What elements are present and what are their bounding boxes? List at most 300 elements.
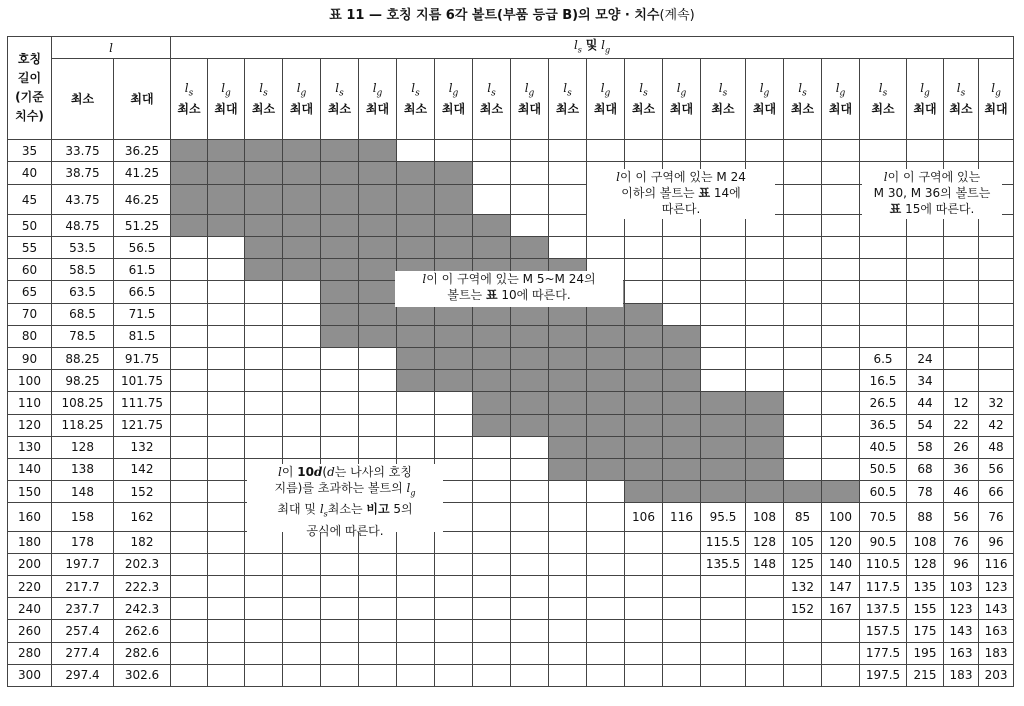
note-m24: l이 이 구역에 있는 M 24 이하의 볼트는 표 14에 따른다. xyxy=(587,169,775,219)
cell-value xyxy=(860,140,907,162)
cell-shaded xyxy=(587,347,625,369)
cell-value xyxy=(701,303,746,325)
cell-value xyxy=(435,598,473,620)
cell-nominal: 90 xyxy=(8,347,52,369)
table-row xyxy=(8,481,1014,503)
header-lg-max-3: $l_g$ 최대 xyxy=(359,59,397,140)
cell-value xyxy=(321,576,359,598)
header-ls-min-4: $l_s$ 최소 xyxy=(397,59,435,140)
cell-value xyxy=(171,503,208,532)
table-row xyxy=(8,553,1014,575)
cell-value: 135.5 xyxy=(701,553,746,575)
cell-max: 81.5 xyxy=(114,325,171,347)
cell-value xyxy=(208,347,245,369)
cell-value xyxy=(784,370,822,392)
cell-value xyxy=(944,347,979,369)
cell-nominal: 110 xyxy=(8,392,52,414)
cell-shaded xyxy=(549,414,587,436)
cell-value: 36 xyxy=(944,458,979,480)
cell-value xyxy=(208,503,245,532)
cell-value xyxy=(663,664,701,686)
cell-value: 16.5 xyxy=(860,370,907,392)
cell-value xyxy=(171,259,208,281)
cell-min: 68.5 xyxy=(52,303,114,325)
cell-nominal: 300 xyxy=(8,664,52,686)
cell-value xyxy=(283,620,321,642)
table-row xyxy=(8,436,1014,458)
cell-max: 162 xyxy=(114,503,171,532)
table-row xyxy=(8,414,1014,436)
cell-min: 277.4 xyxy=(52,642,114,664)
header-lg-max-11: $l_g$ 최대 xyxy=(979,59,1014,140)
cell-value: 116 xyxy=(663,503,701,532)
cell-nominal: 130 xyxy=(8,436,52,458)
cell-max: 152 xyxy=(114,481,171,503)
cell-value xyxy=(663,642,701,664)
cell-max: 132 xyxy=(114,436,171,458)
cell-value xyxy=(979,281,1014,303)
cell-value xyxy=(746,347,784,369)
cell-shaded xyxy=(435,162,473,185)
header-lg-max-7: $l_g$ 최대 xyxy=(663,59,701,140)
cell-value: 163 xyxy=(979,620,1014,642)
cell-value xyxy=(171,598,208,620)
cell-value xyxy=(473,620,511,642)
cell-shaded xyxy=(245,214,283,236)
cell-nominal: 240 xyxy=(8,598,52,620)
cell-shaded xyxy=(321,303,359,325)
cell-shaded xyxy=(511,237,549,259)
cell-value xyxy=(549,237,587,259)
cell-shaded xyxy=(321,185,359,215)
header-lg-max-9: $l_g$ 최대 xyxy=(822,59,860,140)
cell-value xyxy=(549,642,587,664)
cell-shaded xyxy=(625,436,663,458)
cell-value xyxy=(397,664,435,686)
cell-nominal: 35 xyxy=(8,140,52,162)
cell-nominal: 160 xyxy=(8,503,52,532)
cell-value xyxy=(283,576,321,598)
cell-value xyxy=(171,531,208,553)
cell-value: 183 xyxy=(944,664,979,686)
cell-value xyxy=(587,481,625,503)
cell-shaded xyxy=(701,481,746,503)
cell-value xyxy=(822,436,860,458)
cell-value: 40.5 xyxy=(860,436,907,458)
cell-value xyxy=(979,347,1014,369)
cell-max: 56.5 xyxy=(114,237,171,259)
cell-nominal: 40 xyxy=(8,162,52,185)
cell-value: 135 xyxy=(907,576,944,598)
cell-value: 96 xyxy=(944,553,979,575)
header-lg-max-2: $l_g$ 최대 xyxy=(283,59,321,140)
cell-value xyxy=(549,185,587,215)
cell-value xyxy=(283,325,321,347)
cell-value: 100 xyxy=(822,503,860,532)
cell-shaded xyxy=(746,392,784,414)
cell-value xyxy=(511,503,549,532)
cell-value xyxy=(625,281,663,303)
cell-shaded xyxy=(171,185,208,215)
cell-value xyxy=(283,392,321,414)
cell-value xyxy=(283,436,321,458)
cell-nominal: 65 xyxy=(8,281,52,303)
cell-value xyxy=(283,303,321,325)
cell-value xyxy=(171,325,208,347)
cell-value xyxy=(171,620,208,642)
cell-shaded xyxy=(625,347,663,369)
cell-max: 111.75 xyxy=(114,392,171,414)
cell-shaded xyxy=(397,237,435,259)
cell-value: 157.5 xyxy=(860,620,907,642)
cell-min: 98.25 xyxy=(52,370,114,392)
cell-shaded xyxy=(283,185,321,215)
cell-value: 123 xyxy=(944,598,979,620)
cell-shaded xyxy=(435,325,473,347)
cell-shaded xyxy=(549,370,587,392)
cell-value xyxy=(784,347,822,369)
cell-value xyxy=(359,370,397,392)
cell-value: 116 xyxy=(979,553,1014,575)
cell-value xyxy=(822,458,860,480)
cell-shaded xyxy=(321,162,359,185)
header-lg-max-4: $l_g$ 최대 xyxy=(435,59,473,140)
cell-value: 46 xyxy=(944,481,979,503)
header-ls-min-2: $l_s$ 최소 xyxy=(245,59,283,140)
cell-shaded xyxy=(359,162,397,185)
cell-nominal: 180 xyxy=(8,531,52,553)
cell-shaded xyxy=(587,392,625,414)
cell-value xyxy=(944,140,979,162)
cell-shaded xyxy=(397,162,435,185)
cell-value: 24 xyxy=(907,347,944,369)
table-row xyxy=(8,531,1014,553)
cell-shaded xyxy=(746,458,784,480)
cell-value xyxy=(625,237,663,259)
cell-value xyxy=(473,664,511,686)
cell-value xyxy=(663,281,701,303)
cell-shaded xyxy=(473,325,511,347)
cell-nominal: 280 xyxy=(8,642,52,664)
cell-value: 108 xyxy=(746,503,784,532)
cell-value: 137.5 xyxy=(860,598,907,620)
cell-value: 183 xyxy=(979,642,1014,664)
cell-value xyxy=(171,347,208,369)
cell-shaded xyxy=(822,481,860,503)
header-min: 최소 xyxy=(52,59,114,140)
cell-value xyxy=(511,481,549,503)
header-ls-min-5: $l_s$ 최소 xyxy=(473,59,511,140)
cell-shaded xyxy=(663,458,701,480)
cell-value xyxy=(245,664,283,686)
cell-value xyxy=(860,281,907,303)
cell-max: 41.25 xyxy=(114,162,171,185)
cell-shaded xyxy=(701,414,746,436)
note-10d: l이 10d(d는 나사의 호칭 지름)를 초과하는 볼트의 $l_g$ 최대 및 $l_s$최소는 비고 5의 공식에 따른다. xyxy=(247,464,443,532)
cell-max: 262.6 xyxy=(114,620,171,642)
cell-value xyxy=(473,576,511,598)
cell-value xyxy=(701,259,746,281)
cell-shaded xyxy=(663,370,701,392)
cell-shaded xyxy=(587,370,625,392)
cell-value xyxy=(907,259,944,281)
cell-value xyxy=(435,553,473,575)
cell-shaded xyxy=(701,458,746,480)
cell-value xyxy=(171,281,208,303)
cell-shaded xyxy=(587,436,625,458)
cell-shaded xyxy=(359,303,397,325)
cell-value xyxy=(701,370,746,392)
cell-shaded xyxy=(663,392,701,414)
cell-max: 222.3 xyxy=(114,576,171,598)
cell-min: 297.4 xyxy=(52,664,114,686)
header-ls-min-9: $l_s$ 최소 xyxy=(784,59,822,140)
cell-shaded xyxy=(746,414,784,436)
cell-value xyxy=(784,458,822,480)
cell-shaded xyxy=(549,347,587,369)
cell-shaded xyxy=(663,436,701,458)
cell-min: 257.4 xyxy=(52,620,114,642)
table-title-main: 표 11 — 호칭 지름 6각 볼트(부품 등급 B)의 모양 · 치수 xyxy=(329,8,660,23)
cell-value xyxy=(663,303,701,325)
cell-value xyxy=(663,531,701,553)
cell-value xyxy=(746,642,784,664)
cell-max: 46.25 xyxy=(114,185,171,215)
cell-value xyxy=(435,436,473,458)
cell-value xyxy=(587,237,625,259)
cell-min: 118.25 xyxy=(52,414,114,436)
cell-value xyxy=(625,576,663,598)
cell-value: 70.5 xyxy=(860,503,907,532)
cell-value xyxy=(701,237,746,259)
cell-shaded xyxy=(663,414,701,436)
table-row xyxy=(8,140,1014,162)
cell-value xyxy=(435,414,473,436)
cell-value xyxy=(979,140,1014,162)
cell-value xyxy=(473,185,511,215)
cell-value xyxy=(511,436,549,458)
cell-value xyxy=(549,664,587,686)
cell-value xyxy=(944,259,979,281)
cell-value xyxy=(208,392,245,414)
cell-nominal: 80 xyxy=(8,325,52,347)
cell-value: 48 xyxy=(979,436,1014,458)
cell-value xyxy=(701,281,746,303)
cell-value xyxy=(473,140,511,162)
cell-shaded xyxy=(359,140,397,162)
cell-value xyxy=(511,576,549,598)
cell-max: 282.6 xyxy=(114,642,171,664)
cell-value xyxy=(208,436,245,458)
cell-value xyxy=(397,598,435,620)
cell-shaded xyxy=(473,237,511,259)
cell-value xyxy=(701,620,746,642)
cell-value xyxy=(511,140,549,162)
cell-value xyxy=(822,214,860,236)
cell-value xyxy=(549,531,587,553)
cell-value xyxy=(822,162,860,185)
cell-value xyxy=(283,347,321,369)
cell-value: 163 xyxy=(944,642,979,664)
cell-value: 117.5 xyxy=(860,576,907,598)
cell-value xyxy=(359,347,397,369)
cell-value xyxy=(435,531,473,553)
cell-min: 33.75 xyxy=(52,140,114,162)
table-row xyxy=(8,237,1014,259)
note-m5-m24: l이 이 구역에 있는 M 5~M 24의 볼트는 표 10에 따른다. xyxy=(395,271,623,307)
cell-value xyxy=(860,259,907,281)
cell-value: 54 xyxy=(907,414,944,436)
cell-value xyxy=(208,259,245,281)
header-ls-min-10: $l_s$ 최소 xyxy=(860,59,907,140)
cell-shaded xyxy=(359,259,397,281)
cell-value xyxy=(625,140,663,162)
cell-value xyxy=(245,370,283,392)
cell-value xyxy=(171,414,208,436)
header-ls-min-7: $l_s$ 최소 xyxy=(625,59,663,140)
cell-value: 108 xyxy=(907,531,944,553)
cell-max: 302.6 xyxy=(114,664,171,686)
cell-value xyxy=(746,576,784,598)
cell-value xyxy=(663,598,701,620)
cell-value xyxy=(979,370,1014,392)
cell-nominal: 50 xyxy=(8,214,52,236)
cell-value xyxy=(944,281,979,303)
cell-value xyxy=(473,553,511,575)
cell-shaded xyxy=(549,436,587,458)
cell-value xyxy=(784,325,822,347)
cell-value: 143 xyxy=(979,598,1014,620)
cell-nominal: 260 xyxy=(8,620,52,642)
cell-value xyxy=(397,392,435,414)
cell-value xyxy=(663,237,701,259)
cell-value xyxy=(171,392,208,414)
cell-nominal: 200 xyxy=(8,553,52,575)
cell-value xyxy=(321,664,359,686)
cell-value xyxy=(784,281,822,303)
cell-shaded xyxy=(435,237,473,259)
cell-value xyxy=(663,553,701,575)
cell-value xyxy=(511,162,549,185)
dimension-table xyxy=(7,36,1014,687)
cell-max: 121.75 xyxy=(114,414,171,436)
cell-value: 88 xyxy=(907,503,944,532)
cell-value xyxy=(245,303,283,325)
cell-value xyxy=(359,620,397,642)
cell-value xyxy=(860,325,907,347)
cell-min: 108.25 xyxy=(52,392,114,414)
cell-shaded xyxy=(473,214,511,236)
cell-shaded xyxy=(397,325,435,347)
cell-value xyxy=(625,598,663,620)
table-row xyxy=(8,325,1014,347)
cell-value xyxy=(208,642,245,664)
cell-shaded xyxy=(321,140,359,162)
cell-value xyxy=(979,303,1014,325)
cell-value xyxy=(321,436,359,458)
cell-value: 50.5 xyxy=(860,458,907,480)
cell-value xyxy=(944,370,979,392)
cell-value: 12 xyxy=(944,392,979,414)
cell-shaded xyxy=(171,162,208,185)
cell-value xyxy=(746,598,784,620)
cell-shaded xyxy=(587,458,625,480)
cell-shaded xyxy=(359,325,397,347)
cell-value: 58 xyxy=(907,436,944,458)
cell-shaded xyxy=(549,325,587,347)
cell-shaded xyxy=(435,214,473,236)
cell-value xyxy=(208,370,245,392)
cell-value xyxy=(245,553,283,575)
cell-value xyxy=(822,347,860,369)
cell-value xyxy=(907,237,944,259)
table-title xyxy=(0,6,1024,26)
cell-value xyxy=(784,392,822,414)
cell-shaded xyxy=(397,185,435,215)
cell-value xyxy=(283,281,321,303)
cell-value xyxy=(245,436,283,458)
cell-shaded xyxy=(587,325,625,347)
cell-shaded xyxy=(625,458,663,480)
cell-value xyxy=(321,392,359,414)
cell-value xyxy=(171,370,208,392)
cell-value xyxy=(549,503,587,532)
cell-value xyxy=(283,664,321,686)
cell-min: 148 xyxy=(52,481,114,503)
cell-value xyxy=(701,347,746,369)
cell-shaded xyxy=(245,162,283,185)
cell-value: 215 xyxy=(907,664,944,686)
cell-value xyxy=(435,642,473,664)
cell-value xyxy=(321,598,359,620)
cell-value xyxy=(511,553,549,575)
cell-value xyxy=(784,140,822,162)
cell-value xyxy=(397,553,435,575)
cell-max: 61.5 xyxy=(114,259,171,281)
cell-value xyxy=(587,531,625,553)
cell-value xyxy=(208,281,245,303)
cell-value xyxy=(245,325,283,347)
cell-min: 43.75 xyxy=(52,185,114,215)
cell-value xyxy=(907,303,944,325)
cell-value: 103 xyxy=(944,576,979,598)
cell-value xyxy=(625,620,663,642)
cell-nominal: 55 xyxy=(8,237,52,259)
cell-value: 34 xyxy=(907,370,944,392)
cell-value xyxy=(746,620,784,642)
cell-value xyxy=(359,598,397,620)
cell-value xyxy=(397,436,435,458)
cell-value xyxy=(822,392,860,414)
cell-min: 48.75 xyxy=(52,214,114,236)
cell-shaded xyxy=(171,140,208,162)
cell-shaded xyxy=(549,392,587,414)
cell-value xyxy=(473,458,511,480)
table-row xyxy=(8,392,1014,414)
cell-value xyxy=(245,598,283,620)
cell-shaded xyxy=(359,185,397,215)
cell-value: 26.5 xyxy=(860,392,907,414)
cell-shaded xyxy=(625,325,663,347)
cell-value xyxy=(625,664,663,686)
cell-value: 76 xyxy=(979,503,1014,532)
cell-value xyxy=(784,214,822,236)
cell-value xyxy=(587,642,625,664)
cell-shaded xyxy=(511,414,549,436)
table-row xyxy=(8,664,1014,686)
table-row xyxy=(8,576,1014,598)
cell-value xyxy=(511,642,549,664)
